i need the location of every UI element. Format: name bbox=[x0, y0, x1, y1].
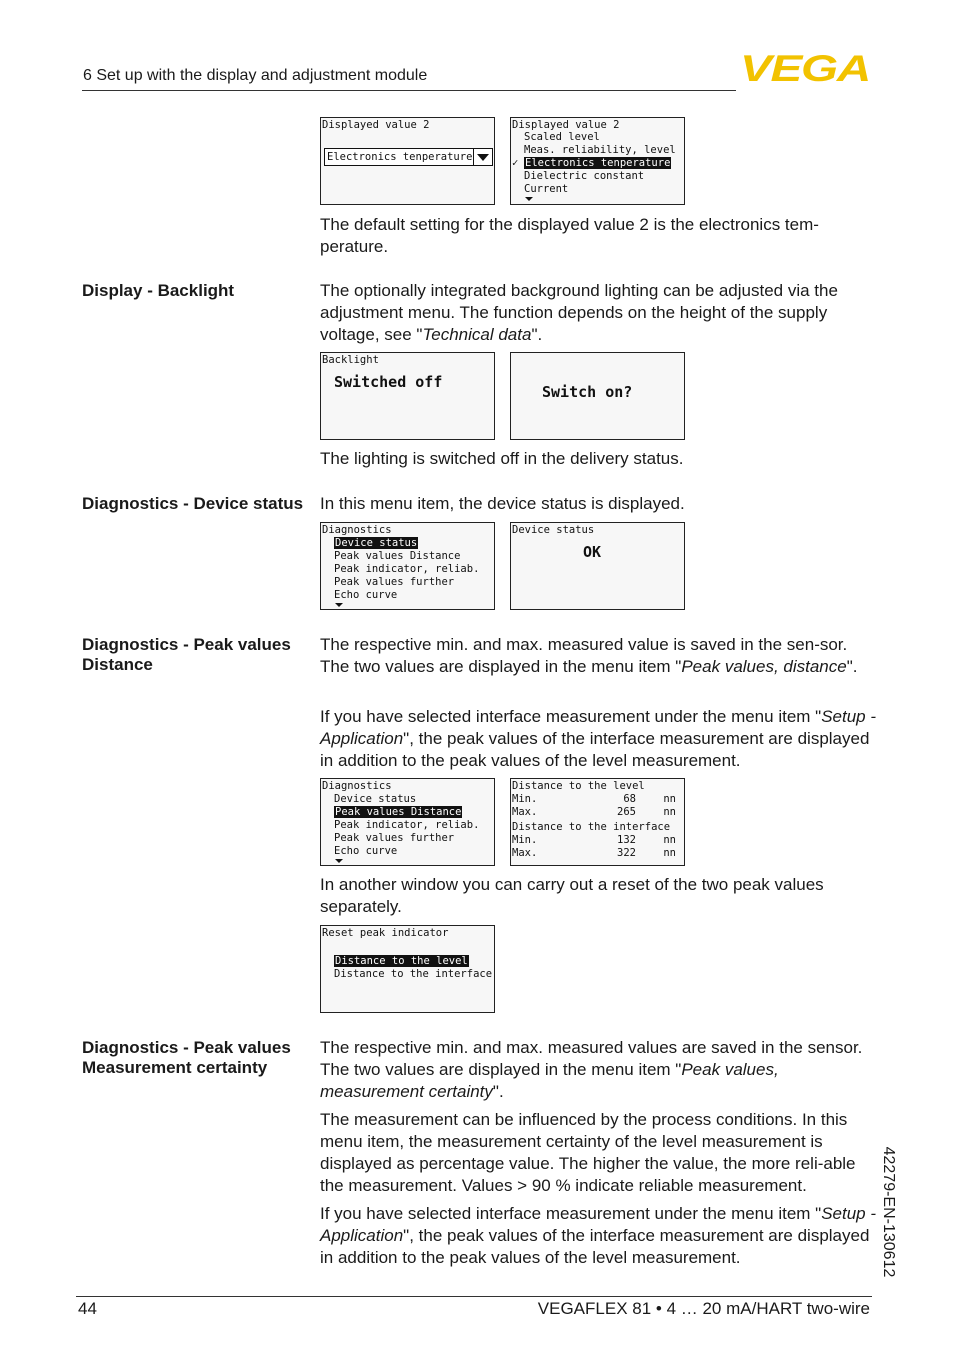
menu-item-selected[interactable]: Distance to the level bbox=[335, 955, 468, 967]
running-header: 6 Set up with the display and adjustment module bbox=[83, 67, 428, 84]
paragraph-cert-2: The measurement can be influenced by the process conditions. In this menu item, the measurement certainty of the level measurement is displayed as percentage value. The higher the value, the more reli-able the measurement. Values > 90 % indicate reliable measurement. bbox=[320, 1110, 856, 1195]
footer-doc-title: VEGAFLEX 81 • 4 … 20 mA/HART two-wire bbox=[537, 1299, 870, 1318]
lcd-title: Diagnostics bbox=[322, 524, 392, 536]
paragraph-cert-3: If you have selected interface measurement under the menu item "Setup - Application", the peak values of the interface measurement are displayed in addition to the peak values of the level measurement. bbox=[320, 1204, 877, 1267]
document-code: 42279-EN-130612 bbox=[880, 1146, 897, 1278]
switch-on-prompt[interactable]: Switch on? bbox=[542, 383, 633, 401]
paragraph-device-status: In this menu item, the device status is displayed. bbox=[320, 494, 685, 513]
lcd-displayed-value-2 bbox=[320, 117, 495, 205]
lcd-diagnostics-menu bbox=[320, 522, 495, 610]
lcd-backlight bbox=[320, 352, 495, 440]
list-item[interactable]: Scaled level bbox=[524, 131, 600, 143]
paragraph-peak-1: The respective min. and max. measured value is saved in the sen-sor. The two values are displayed in the menu item "Peak values, distance". bbox=[320, 635, 858, 676]
combo-value: Electronics tenperature bbox=[327, 151, 473, 163]
footer-rule bbox=[76, 1296, 872, 1297]
lcd-title: Distance to the level bbox=[512, 780, 645, 792]
lcd-title: Displayed value 2 bbox=[322, 119, 430, 131]
menu-item[interactable]: Peak values Distance bbox=[334, 550, 461, 562]
lcd-displayed-value-2-list bbox=[510, 117, 685, 205]
list-item-selected[interactable]: Electronics tenperature bbox=[525, 157, 671, 169]
menu-item[interactable]: Echo curve bbox=[334, 845, 398, 857]
menu-item-selected[interactable]: Device status bbox=[335, 537, 418, 549]
chevron-down-icon bbox=[477, 154, 489, 161]
lcd-title: Backlight bbox=[322, 354, 379, 366]
lcd-diagnostics-menu-peak bbox=[320, 778, 495, 866]
menu-item-selected[interactable]: Peak values Distance bbox=[335, 806, 462, 818]
device-status-value: OK bbox=[583, 543, 602, 561]
lcd-title: Reset peak indicator bbox=[322, 927, 449, 939]
lcd-title: Displayed value 2 bbox=[512, 119, 620, 131]
combo-dropdown-button[interactable] bbox=[473, 149, 492, 165]
scroll-down-icon bbox=[525, 197, 533, 201]
backlight-value[interactable]: Switched off bbox=[334, 373, 443, 391]
header-rule bbox=[82, 90, 736, 91]
paragraph-cert-1: The respective min. and max. measured values are saved in the sensor. The two values are displayed in the menu item "Peak values, measurement certainty". bbox=[320, 1038, 863, 1101]
section-label-peak-distance: Diagnostics - Peak values Distance bbox=[82, 635, 291, 674]
lcd-title: Device status bbox=[512, 524, 595, 536]
section-label-peak-certainty: Diagnostics - Peak values Measurement certainty bbox=[82, 1038, 291, 1077]
displayed-value-combo[interactable] bbox=[324, 148, 493, 166]
menu-item[interactable]: Echo curve bbox=[334, 589, 398, 601]
paragraph-backlight: The optionally integrated background lighting can be adjusted via the adjustment menu. The function depends on the height of the supply voltage, see "Technical data". bbox=[320, 281, 838, 344]
lcd-device-status bbox=[510, 522, 685, 610]
scroll-down-icon bbox=[335, 859, 343, 863]
lcd-subtitle: Distance to the interface bbox=[512, 821, 671, 833]
section-label-backlight: Display - Backlight bbox=[82, 281, 235, 300]
list-item[interactable]: Dielectric constant bbox=[524, 170, 645, 182]
list-item[interactable]: Meas. reliability, level bbox=[524, 144, 676, 156]
section-label-device-status: Diagnostics - Device status bbox=[82, 494, 304, 513]
paragraph-default-setting: The default setting for the displayed value 2 is the electronics tem-perature. bbox=[320, 215, 819, 256]
paragraph-backlight-delivery: The lighting is switched off in the delivery status. bbox=[320, 449, 684, 468]
menu-item[interactable]: Distance to the interface bbox=[334, 968, 493, 980]
menu-item[interactable]: Device status bbox=[334, 793, 417, 805]
menu-item[interactable]: Peak indicator, reliab. bbox=[334, 563, 480, 575]
vega-logo bbox=[740, 52, 872, 84]
logo-text: VEGA bbox=[740, 52, 870, 84]
menu-item[interactable]: Peak values further bbox=[334, 576, 455, 588]
scroll-down-icon bbox=[335, 603, 343, 607]
menu-item[interactable]: Peak values further bbox=[334, 832, 455, 844]
checkmark-icon: ✓ bbox=[512, 157, 519, 169]
lcd-title: Diagnostics bbox=[322, 780, 392, 792]
page-number: 44 bbox=[78, 1299, 97, 1318]
lcd-backlight-confirm bbox=[510, 352, 685, 440]
menu-item[interactable]: Peak indicator, reliab. bbox=[334, 819, 480, 831]
lcd-reset-peak bbox=[320, 925, 495, 1013]
lcd-peak-values: Distance to the level Min. 68 nn Max. 265 nn Distance to the interface Min. 132 nn Max. 322 nn bbox=[510, 778, 685, 866]
list-item[interactable]: Current bbox=[524, 183, 569, 195]
paragraph-reset: In another window you can carry out a reset of the two peak values separately. bbox=[320, 875, 824, 916]
paragraph-peak-2: If you have selected interface measurement under the menu item "Setup - Application", the peak values of the interface measurement are displayed in addition to the peak values of the level measurement. bbox=[320, 707, 877, 770]
